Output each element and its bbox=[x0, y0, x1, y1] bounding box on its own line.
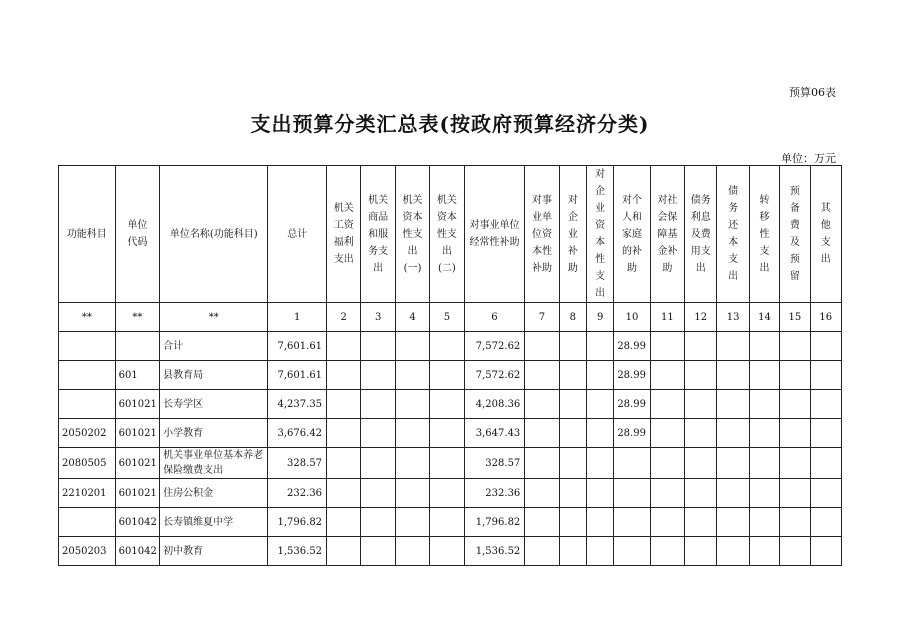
household-subsidy-cell bbox=[614, 508, 650, 537]
empty-cell bbox=[559, 361, 586, 390]
empty-cell bbox=[430, 390, 464, 419]
empty-cell bbox=[361, 448, 395, 479]
total-cell: 1,796.82 bbox=[268, 508, 327, 537]
household-subsidy-cell: 28.99 bbox=[614, 390, 650, 419]
institution-subsidy-cell: 1,796.82 bbox=[464, 508, 525, 537]
institution-subsidy-cell: 4,208.36 bbox=[464, 390, 525, 419]
empty-cell bbox=[685, 419, 717, 448]
empty-cell bbox=[327, 332, 361, 361]
budget-table bbox=[58, 165, 842, 566]
empty-cell bbox=[327, 448, 361, 479]
unit-name-cell: 住房公积金 bbox=[160, 479, 268, 508]
empty-cell bbox=[525, 390, 559, 419]
empty-cell bbox=[587, 508, 614, 537]
empty-cell bbox=[327, 479, 361, 508]
empty-cell bbox=[395, 479, 429, 508]
empty-cell bbox=[810, 537, 841, 566]
function-code-cell: 2080505 bbox=[59, 448, 116, 479]
empty-cell bbox=[685, 361, 717, 390]
empty-cell bbox=[749, 419, 779, 448]
empty-cell bbox=[810, 361, 841, 390]
empty-cell bbox=[780, 479, 810, 508]
institution-subsidy-cell: 7,572.62 bbox=[464, 332, 525, 361]
empty-cell bbox=[810, 390, 841, 419]
empty-cell bbox=[525, 479, 559, 508]
empty-cell bbox=[587, 419, 614, 448]
empty-cell bbox=[717, 419, 749, 448]
index-cell: 1 bbox=[268, 303, 327, 332]
index-cell: 13 bbox=[717, 303, 749, 332]
index-cell: 9 bbox=[587, 303, 614, 332]
empty-cell bbox=[780, 332, 810, 361]
empty-cell bbox=[685, 479, 717, 508]
empty-cell bbox=[361, 361, 395, 390]
empty-cell bbox=[780, 508, 810, 537]
empty-cell bbox=[559, 390, 586, 419]
table-body bbox=[59, 332, 842, 566]
function-code-cell bbox=[59, 332, 116, 361]
column-header: 机关资本性支出(一) bbox=[395, 166, 429, 303]
empty-cell bbox=[780, 390, 810, 419]
unit-code-cell: 601 bbox=[115, 361, 160, 390]
table-row bbox=[59, 419, 842, 448]
empty-cell bbox=[685, 537, 717, 566]
table-number: 预算06表 bbox=[789, 86, 836, 99]
household-subsidy-cell bbox=[614, 448, 650, 479]
empty-cell bbox=[587, 332, 614, 361]
empty-cell bbox=[717, 332, 749, 361]
empty-cell bbox=[685, 508, 717, 537]
household-subsidy-cell: 28.99 bbox=[614, 361, 650, 390]
table-row bbox=[59, 332, 842, 361]
index-cell: 10 bbox=[614, 303, 650, 332]
empty-cell bbox=[717, 508, 749, 537]
household-subsidy-cell bbox=[614, 479, 650, 508]
empty-cell bbox=[525, 361, 559, 390]
empty-cell bbox=[361, 537, 395, 566]
table-row bbox=[59, 479, 842, 508]
unit-name-cell: 机关事业单位基本养老保险缴费支出 bbox=[160, 448, 268, 479]
function-code-cell bbox=[59, 361, 116, 390]
empty-cell bbox=[559, 448, 586, 479]
total-cell: 7,601.61 bbox=[268, 332, 327, 361]
empty-cell bbox=[430, 448, 464, 479]
empty-cell bbox=[650, 448, 684, 479]
empty-cell bbox=[749, 537, 779, 566]
empty-cell bbox=[717, 479, 749, 508]
unit-code-cell: 601021 bbox=[115, 419, 160, 448]
empty-cell bbox=[717, 537, 749, 566]
function-code-cell: 2050203 bbox=[59, 537, 116, 566]
empty-cell bbox=[430, 361, 464, 390]
function-code-cell: 2050202 bbox=[59, 419, 116, 448]
column-header: 转移性支出 bbox=[749, 166, 779, 303]
index-cell: 16 bbox=[810, 303, 841, 332]
empty-cell bbox=[717, 361, 749, 390]
empty-cell bbox=[395, 361, 429, 390]
table-row bbox=[59, 537, 842, 566]
empty-cell bbox=[395, 419, 429, 448]
total-cell: 1,536.52 bbox=[268, 537, 327, 566]
institution-subsidy-cell: 7,572.62 bbox=[464, 361, 525, 390]
empty-cell bbox=[749, 361, 779, 390]
unit-code-cell: 601021 bbox=[115, 479, 160, 508]
empty-cell bbox=[749, 448, 779, 479]
table-row bbox=[59, 361, 842, 390]
empty-cell bbox=[650, 390, 684, 419]
index-row bbox=[59, 303, 842, 332]
index-cell: 3 bbox=[361, 303, 395, 332]
index-cell: ** bbox=[59, 303, 116, 332]
household-subsidy-cell: 28.99 bbox=[614, 332, 650, 361]
column-header: 对社会保障基金补助 bbox=[650, 166, 684, 303]
empty-cell bbox=[559, 508, 586, 537]
unit-name-cell: 合计 bbox=[160, 332, 268, 361]
empty-cell bbox=[650, 479, 684, 508]
empty-cell bbox=[650, 508, 684, 537]
column-header: 单位代码 bbox=[115, 166, 160, 303]
empty-cell bbox=[361, 419, 395, 448]
total-cell: 232.36 bbox=[268, 479, 327, 508]
total-cell: 3,676.42 bbox=[268, 419, 327, 448]
empty-cell bbox=[525, 537, 559, 566]
empty-cell bbox=[559, 479, 586, 508]
index-cell: 5 bbox=[430, 303, 464, 332]
empty-cell bbox=[685, 390, 717, 419]
empty-cell bbox=[327, 361, 361, 390]
empty-cell bbox=[395, 390, 429, 419]
page-title: 支出预算分类汇总表(按政府预算经济分类) bbox=[250, 112, 650, 136]
empty-cell bbox=[525, 419, 559, 448]
column-header: 机关商品和服务支出 bbox=[361, 166, 395, 303]
empty-cell bbox=[749, 390, 779, 419]
empty-cell bbox=[810, 332, 841, 361]
empty-cell bbox=[780, 448, 810, 479]
index-cell: 4 bbox=[395, 303, 429, 332]
unit-code-cell: 601042 bbox=[115, 537, 160, 566]
index-cell: 11 bbox=[650, 303, 684, 332]
empty-cell bbox=[650, 361, 684, 390]
column-header: 债务还本支出 bbox=[717, 166, 749, 303]
empty-cell bbox=[717, 390, 749, 419]
index-cell: 2 bbox=[327, 303, 361, 332]
column-header: 总计 bbox=[268, 166, 327, 303]
column-header: 单位名称(功能科目) bbox=[160, 166, 268, 303]
empty-cell bbox=[430, 537, 464, 566]
empty-cell bbox=[430, 479, 464, 508]
empty-cell bbox=[327, 508, 361, 537]
empty-cell bbox=[361, 332, 395, 361]
empty-cell bbox=[749, 508, 779, 537]
empty-cell bbox=[587, 448, 614, 479]
index-cell: 12 bbox=[685, 303, 717, 332]
empty-cell bbox=[430, 419, 464, 448]
empty-cell bbox=[327, 390, 361, 419]
institution-subsidy-cell: 1,536.52 bbox=[464, 537, 525, 566]
column-header: 机关工资福利支出 bbox=[327, 166, 361, 303]
column-header: 其他支出 bbox=[810, 166, 841, 303]
unit-name-cell: 小学教育 bbox=[160, 419, 268, 448]
empty-cell bbox=[810, 448, 841, 479]
index-cell: ** bbox=[115, 303, 160, 332]
empty-cell bbox=[749, 479, 779, 508]
table-row bbox=[59, 448, 842, 479]
empty-cell bbox=[810, 419, 841, 448]
unit-name-cell: 县教育局 bbox=[160, 361, 268, 390]
empty-cell bbox=[430, 332, 464, 361]
unit-name-cell: 长寿镇维夏中学 bbox=[160, 508, 268, 537]
empty-cell bbox=[559, 419, 586, 448]
column-header: 对个人和家庭的补助 bbox=[614, 166, 650, 303]
empty-cell bbox=[559, 537, 586, 566]
table-row bbox=[59, 390, 842, 419]
empty-cell bbox=[525, 508, 559, 537]
empty-cell bbox=[361, 508, 395, 537]
column-header: 债务利息及费用支出 bbox=[685, 166, 717, 303]
empty-cell bbox=[650, 419, 684, 448]
household-subsidy-cell: 28.99 bbox=[614, 419, 650, 448]
household-subsidy-cell bbox=[614, 537, 650, 566]
total-cell: 328.57 bbox=[268, 448, 327, 479]
empty-cell bbox=[650, 537, 684, 566]
empty-cell bbox=[327, 537, 361, 566]
column-header: 机关资本性支出(二) bbox=[430, 166, 464, 303]
index-cell: 7 bbox=[525, 303, 559, 332]
empty-cell bbox=[327, 419, 361, 448]
index-cell: 14 bbox=[749, 303, 779, 332]
function-code-cell: 2210201 bbox=[59, 479, 116, 508]
empty-cell bbox=[559, 332, 586, 361]
index-cell: ** bbox=[160, 303, 268, 332]
column-header: 功能科目 bbox=[59, 166, 116, 303]
institution-subsidy-cell: 328.57 bbox=[464, 448, 525, 479]
unit-code-cell: 601042 bbox=[115, 508, 160, 537]
empty-cell bbox=[587, 537, 614, 566]
total-cell: 4,237.35 bbox=[268, 390, 327, 419]
column-header: 对企业资本性支出 bbox=[587, 166, 614, 303]
empty-cell bbox=[395, 537, 429, 566]
unit-name-cell: 长寿学区 bbox=[160, 390, 268, 419]
column-header: 对事业单位经常性补助 bbox=[464, 166, 525, 303]
unit-name-cell: 初中教育 bbox=[160, 537, 268, 566]
empty-cell bbox=[525, 448, 559, 479]
empty-cell bbox=[650, 332, 684, 361]
empty-cell bbox=[430, 508, 464, 537]
empty-cell bbox=[361, 479, 395, 508]
total-cell: 7,601.61 bbox=[268, 361, 327, 390]
index-cell: 15 bbox=[780, 303, 810, 332]
empty-cell bbox=[717, 448, 749, 479]
empty-cell bbox=[525, 332, 559, 361]
empty-cell bbox=[361, 390, 395, 419]
empty-cell bbox=[780, 419, 810, 448]
unit-label: 单位：万元 bbox=[781, 152, 836, 165]
column-header: 对企业补助 bbox=[559, 166, 586, 303]
institution-subsidy-cell: 3,647.43 bbox=[464, 419, 525, 448]
empty-cell bbox=[587, 361, 614, 390]
function-code-cell bbox=[59, 508, 116, 537]
empty-cell bbox=[780, 537, 810, 566]
empty-cell bbox=[395, 332, 429, 361]
function-code-cell bbox=[59, 390, 116, 419]
empty-cell bbox=[810, 479, 841, 508]
column-header: 对事业单位资本性补助 bbox=[525, 166, 559, 303]
empty-cell bbox=[749, 332, 779, 361]
empty-cell bbox=[587, 479, 614, 508]
column-header: 预备费及预留 bbox=[780, 166, 810, 303]
empty-cell bbox=[810, 508, 841, 537]
empty-cell bbox=[685, 332, 717, 361]
header-row bbox=[59, 166, 842, 303]
table-row bbox=[59, 508, 842, 537]
empty-cell bbox=[395, 508, 429, 537]
unit-code-cell: 601021 bbox=[115, 390, 160, 419]
unit-code-cell bbox=[115, 332, 160, 361]
institution-subsidy-cell: 232.36 bbox=[464, 479, 525, 508]
unit-code-cell: 601021 bbox=[115, 448, 160, 479]
empty-cell bbox=[395, 448, 429, 479]
empty-cell bbox=[587, 390, 614, 419]
index-cell: 6 bbox=[464, 303, 525, 332]
index-cell: 8 bbox=[559, 303, 586, 332]
empty-cell bbox=[780, 361, 810, 390]
empty-cell bbox=[685, 448, 717, 479]
